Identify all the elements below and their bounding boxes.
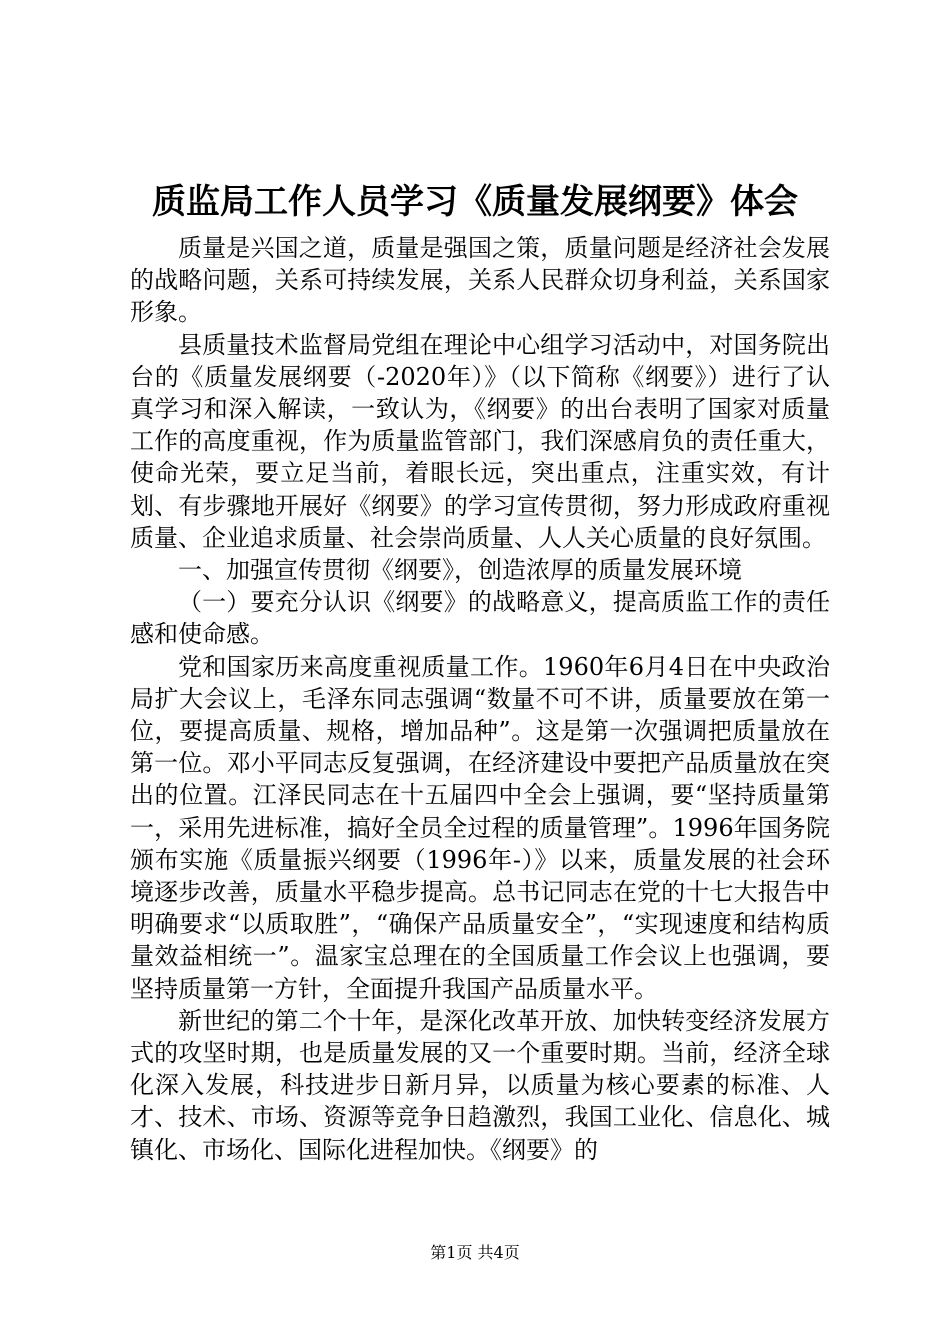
paragraph: 新世纪的第二个十年，是深化改革开放、加快转变经济发展方式的攻坚时期，也是质量发展的又一个重要时期。当前，经济全球化深入发展，科技进步日新月异，以质量为核心要素的标准、人才、技术、市场、资源等竞争日趋激烈，我国工业化、信息化、城镇化、市场化、国际化进程加快。《纲要》的	[130, 1006, 830, 1164]
subsection-heading: （一）要充分认识《纲要》的战略意义，提高质监工作的责任感和使命感。	[130, 588, 830, 649]
paragraph: 质量是兴国之道，质量是强国之策，质量问题是经济社会发展的战略问题，关系可持续发展，关系人民群众切身利益，关系国家形象。	[130, 234, 830, 327]
section-heading: 一、加强宣传贯彻《纲要》，创造浓厚的质量发展环境	[178, 556, 742, 585]
paragraph: 县质量技术监督局党组在理论中心组学习活动中，对国务院出台的《质量发展纲要（-2020年）》（以下简称《纲要》）进行了认真学习和深入解读，一致认为，《纲要》的出台表明了国家对质量工作的高度重视，作为质量监管部门，我们深感肩负的责任重大，使命光荣，要立足当前，着眼长远，突出重点，注重实效，有计划、有步骤地开展好《纲要》的学习宣传贯彻，努力形成政府重视质量、企业追求质量、社会崇尚质量、人人关心质量的良好氛围。	[130, 330, 830, 552]
document-title: 质监局工作人员学习《质量发展纲要》体会	[152, 182, 798, 222]
document-body	[130, 232, 830, 1166]
page-footer: 第1页 共4页	[430, 1243, 520, 1262]
paragraph: 党和国家历来高度重视质量工作。1960年6月4日在中央政治局扩大会议上，毛泽东同志强调“数量不可不讲，质量要放在第一位，要提高质量、规格，增加品种”。这是第一次强调把质量放在第一位。邓小平同志反复强调，在经济建设中要把产品质量放在突出的位置。江泽民同志在十五届四中全会上强调，要“坚持质量第一，采用先进标准，搞好全员全过程的质量管理”。1996年国务院颁布实施《质量振兴纲要（1996年-）》以来，质量发展的社会环境逐步改善，质量水平稳步提高。总书记同志在党的十七大报告中明确要求“以质取胜”，“确保产品质量安全”，“实现速度和结构质量效益相统一”。温家宝总理在的全国质量工作会议上也强调，要坚持质量第一方针，全面提升我国产品质量水平。	[130, 652, 830, 1003]
